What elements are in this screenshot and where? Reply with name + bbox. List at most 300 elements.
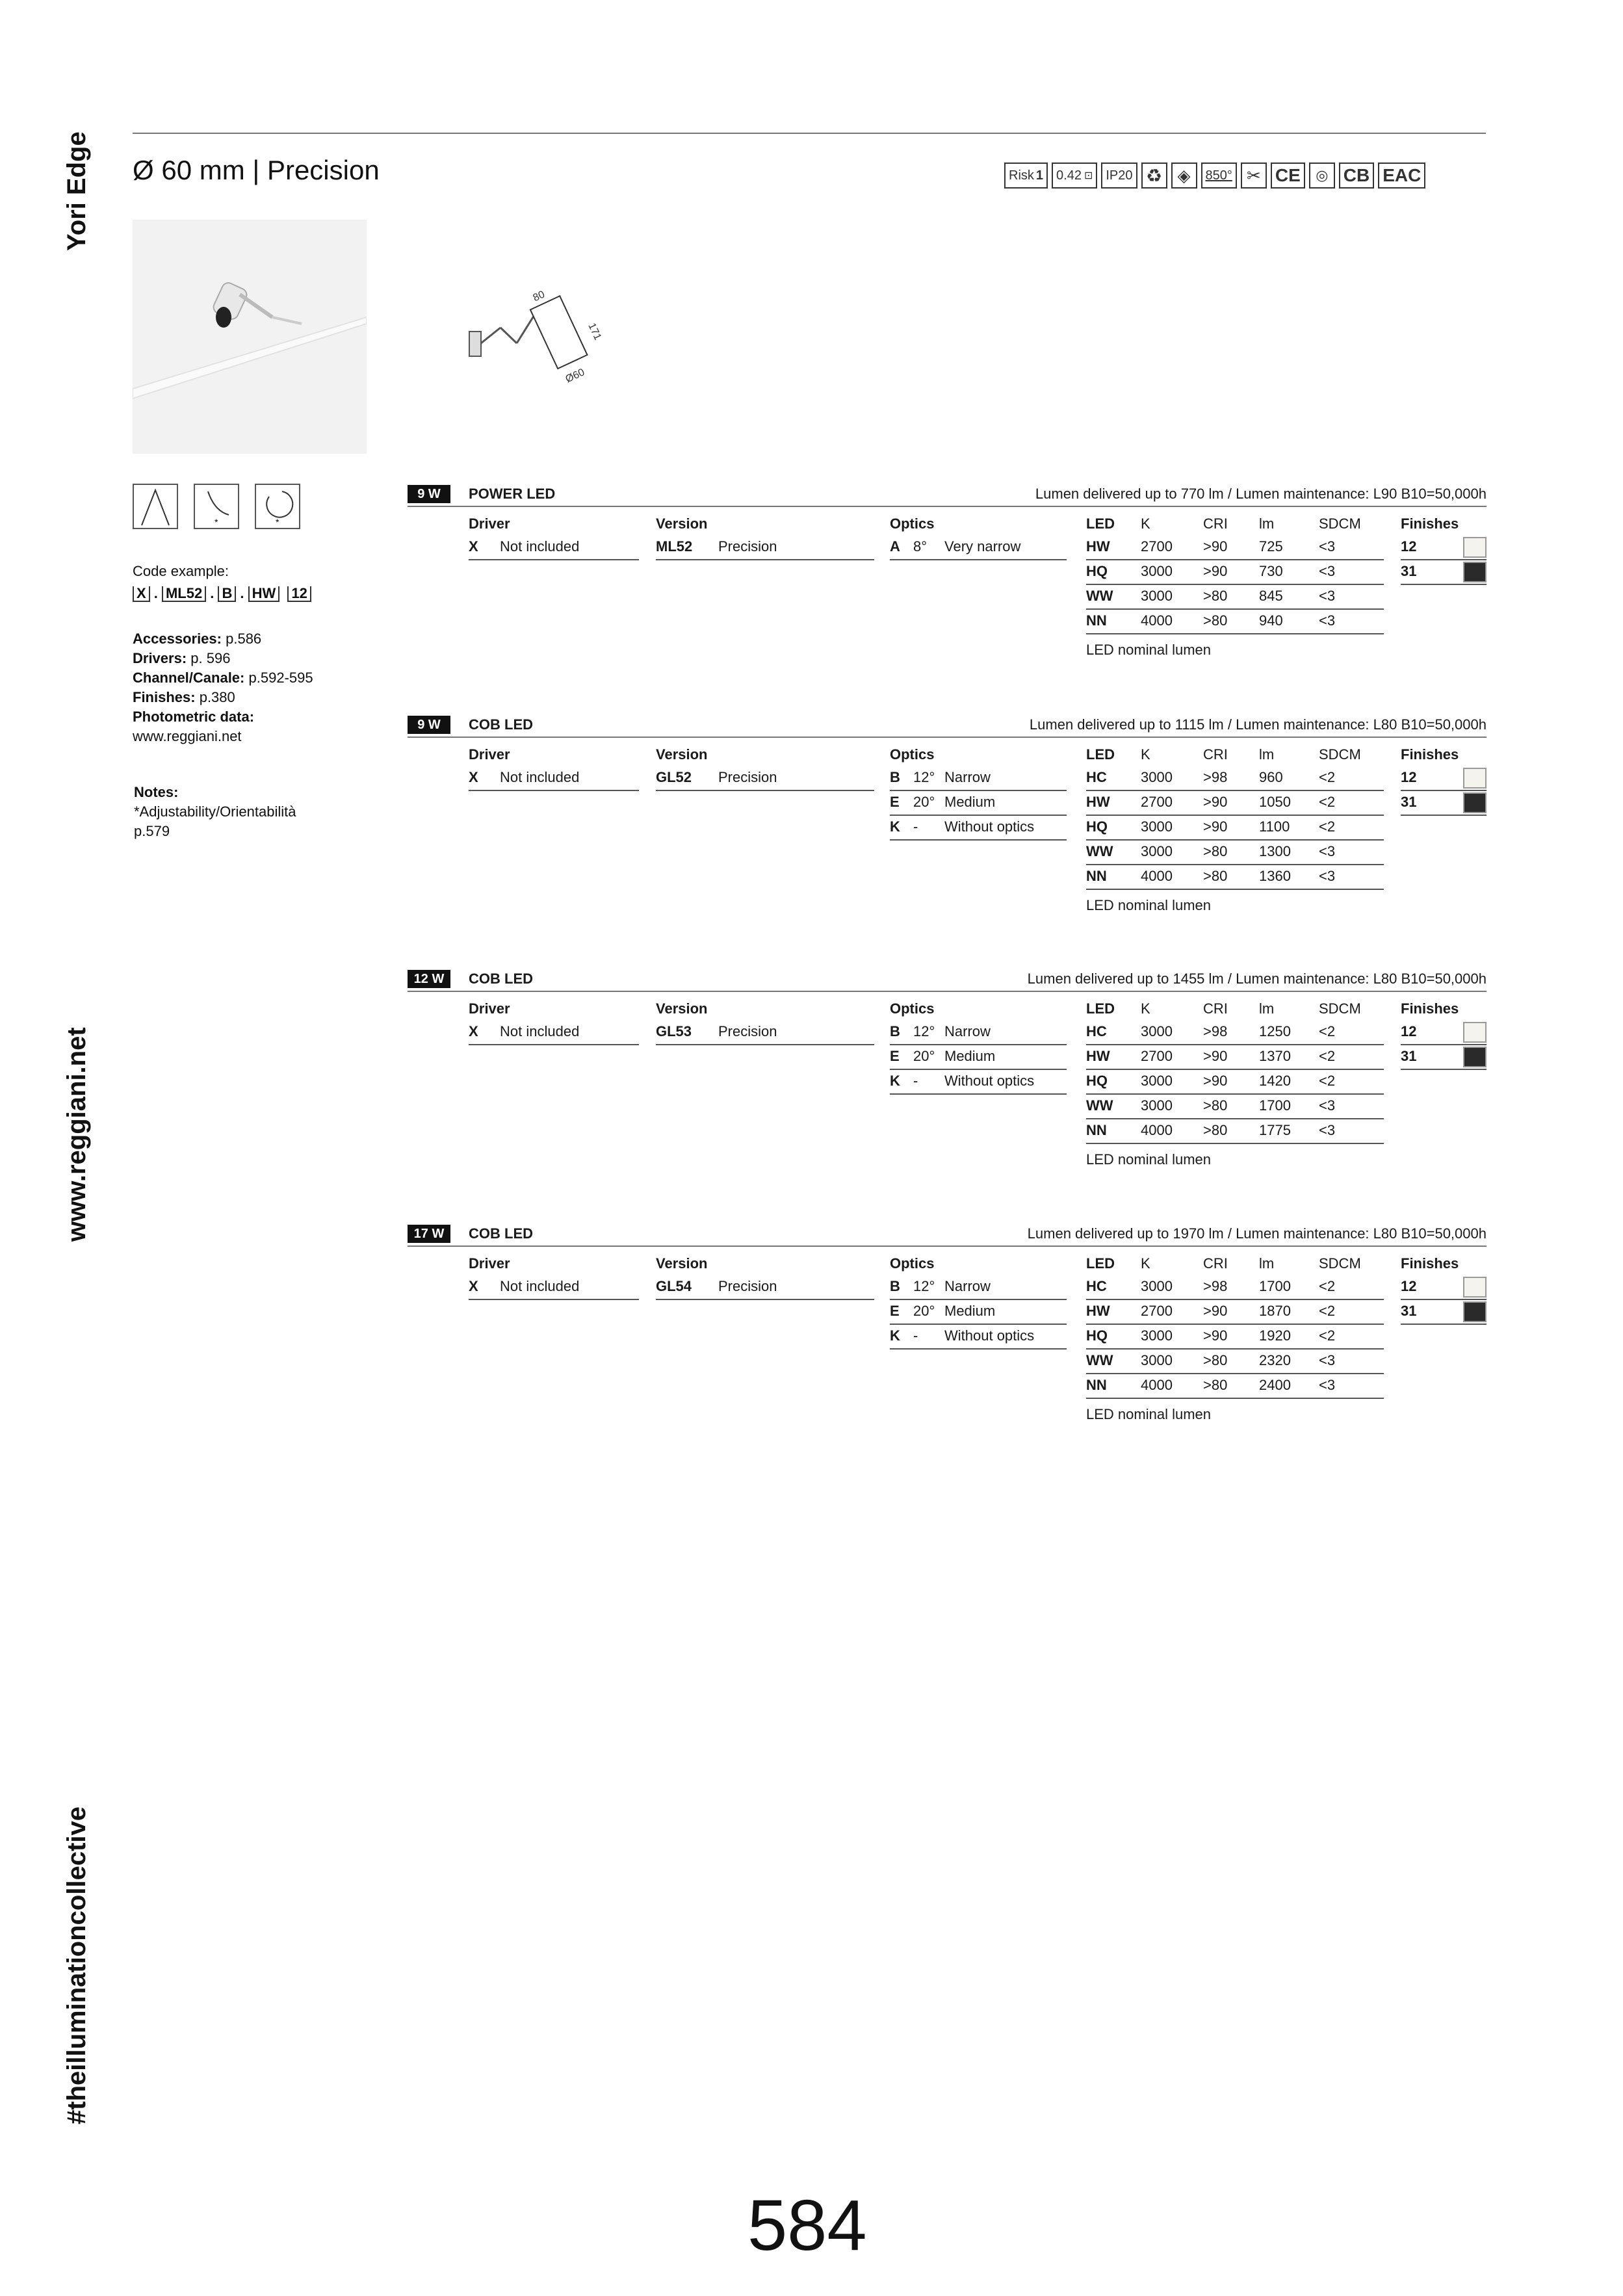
finish-row[interactable] [1401, 1021, 1487, 1045]
led-nominal-note: LED nominal lumen [1086, 642, 1211, 658]
led-kelvin: 3000 [1141, 843, 1173, 859]
optics-code: B [890, 769, 900, 785]
optics-code: K [890, 1073, 900, 1089]
led-lumen: 940 [1259, 612, 1283, 629]
finish-row[interactable] [1401, 1300, 1487, 1325]
led-code: HW [1086, 1048, 1110, 1064]
led-column [1086, 743, 1384, 913]
optics-degree: 8° [913, 538, 928, 554]
led-sdcm: <3 [1319, 1097, 1336, 1114]
page-title: Ø 60 mm | Precision [133, 155, 380, 185]
sdcm-header: SDCM [1319, 1000, 1361, 1017]
finish-swatch [1463, 1047, 1487, 1067]
sdcm-header: SDCM [1319, 1255, 1361, 1272]
optics-degree: 20° [913, 1303, 935, 1319]
finish-code: 12 [1401, 538, 1417, 554]
led-lumen: 1420 [1259, 1073, 1291, 1089]
led-nominal-note: LED nominal lumen [1086, 897, 1211, 913]
optics-column [890, 743, 1067, 841]
optics-name: Medium [944, 1048, 996, 1064]
led-row[interactable] [1086, 610, 1384, 634]
finish-code: 31 [1401, 563, 1417, 579]
led-kelvin: 3000 [1141, 563, 1173, 579]
led-cri: >90 [1203, 1073, 1228, 1089]
led-lumen: 1100 [1259, 818, 1290, 835]
version-code: GL52 [656, 769, 692, 785]
notes [134, 783, 296, 841]
led-row[interactable] [1086, 1119, 1384, 1144]
led-sdcm: <2 [1319, 794, 1336, 810]
wattage-badge: 9 W [408, 716, 450, 734]
led-lumen: 845 [1259, 588, 1283, 604]
led-cri: >80 [1203, 588, 1228, 604]
led-row[interactable] [1086, 766, 1384, 791]
dim-171: 171 [586, 321, 604, 342]
section-header [408, 485, 1487, 507]
product-section [408, 485, 1487, 658]
led-sdcm: <3 [1319, 1122, 1336, 1138]
cert-bar [1004, 163, 1425, 189]
version-column [656, 997, 874, 1045]
led-sdcm: <3 [1319, 538, 1336, 554]
driver-row[interactable] [469, 1275, 639, 1300]
optics-row[interactable] [890, 536, 1067, 560]
led-lumen: 1775 [1259, 1122, 1291, 1138]
optics-row[interactable] [890, 816, 1067, 841]
dimmable-icon: ◈ [1171, 163, 1197, 189]
section-header [408, 1225, 1487, 1247]
led-cri: >90 [1203, 563, 1228, 579]
finish-swatch [1463, 562, 1487, 582]
sdcm-header: SDCM [1319, 515, 1361, 532]
led-cri: >90 [1203, 794, 1228, 810]
version-name: Precision [718, 1023, 777, 1039]
optics-column [890, 1252, 1067, 1350]
led-cri: >90 [1203, 1303, 1228, 1319]
led-cri: >80 [1203, 1097, 1228, 1114]
power-badge [1052, 163, 1097, 189]
version-column [656, 743, 874, 791]
led-sdcm: <3 [1319, 588, 1336, 604]
led-type: COB LED [469, 716, 533, 733]
optics-name: Without optics [944, 818, 1035, 835]
led-code: HC [1086, 769, 1107, 785]
led-code: HQ [1086, 1327, 1108, 1344]
cri-header: CRI [1203, 1000, 1228, 1017]
angle-value: 850° [1205, 168, 1232, 183]
driver-row[interactable] [469, 1021, 639, 1045]
led-kelvin: 3000 [1141, 769, 1173, 785]
led-header [1086, 997, 1384, 1021]
dim-80: 80 [531, 289, 547, 304]
led-cri: >80 [1203, 868, 1228, 884]
led-header-label: LED [1086, 515, 1115, 532]
code-part: B [218, 586, 236, 602]
section-header [408, 970, 1487, 992]
led-row[interactable] [1086, 1070, 1384, 1095]
version-column [656, 1252, 874, 1300]
optics-name: Without optics [944, 1327, 1035, 1344]
notes-label: Notes: [134, 784, 179, 800]
optics-degree: 20° [913, 1048, 935, 1064]
cri-header: CRI [1203, 746, 1228, 763]
k-header: K [1141, 1255, 1150, 1272]
led-row[interactable] [1086, 1021, 1384, 1045]
led-row[interactable] [1086, 1275, 1384, 1300]
optics-degree: 12° [913, 769, 935, 785]
version-header: Version [656, 1255, 708, 1272]
optics-degree: 12° [913, 1023, 935, 1039]
led-code: NN [1086, 1377, 1107, 1393]
led-row[interactable] [1086, 536, 1384, 560]
accessories-value: p.586 [226, 631, 262, 647]
code-part: ML52 [162, 586, 206, 602]
led-column [1086, 512, 1384, 658]
led-code: WW [1086, 1352, 1113, 1368]
optics-header: Optics [890, 515, 935, 532]
optics-name: Narrow [944, 769, 991, 785]
finish-code: 12 [1401, 769, 1417, 785]
led-kelvin: 3000 [1141, 1278, 1173, 1294]
optics-code: K [890, 1327, 900, 1344]
dim-60: Ø60 [564, 367, 587, 385]
led-row[interactable] [1086, 1045, 1384, 1070]
led-code: HQ [1086, 818, 1108, 835]
lumen-info: Lumen delivered up to 1115 lm / Lumen maintenance: L80 B10=50,000h [1029, 716, 1487, 733]
angle-badge [1201, 163, 1237, 189]
lm-header: lm [1259, 1255, 1275, 1272]
led-sdcm: <2 [1319, 1073, 1336, 1089]
ccc-icon: ◎ [1309, 163, 1335, 189]
led-cri: >80 [1203, 1122, 1228, 1138]
finish-row[interactable] [1401, 1275, 1487, 1300]
optics-name: Narrow [944, 1278, 991, 1294]
driver-header: Driver [469, 515, 510, 532]
section-header [408, 716, 1487, 738]
wattage-badge: 17 W [408, 1225, 450, 1243]
led-sdcm: <3 [1319, 1377, 1336, 1393]
cb-badge: CB [1339, 163, 1374, 189]
led-cri: >98 [1203, 769, 1228, 785]
led-sdcm: <3 [1319, 868, 1336, 884]
driver-header: Driver [469, 1255, 510, 1272]
led-code: HC [1086, 1278, 1107, 1294]
product-section [408, 716, 1487, 913]
optics-code: B [890, 1023, 900, 1039]
ce-badge: CE [1271, 163, 1305, 189]
optics-code: K [890, 818, 900, 835]
driver-name: Not included [500, 769, 580, 785]
led-kelvin: 3000 [1141, 1327, 1173, 1344]
k-header: K [1141, 1000, 1150, 1017]
finish-row[interactable] [1401, 1045, 1487, 1070]
optics-name: Very narrow [944, 538, 1021, 554]
channel-label: Channel/Canale: [133, 670, 245, 686]
plug-icon: ⊡ [1084, 170, 1093, 181]
led-header [1086, 1252, 1384, 1275]
optics-degree: - [913, 1073, 918, 1089]
k-header: K [1141, 515, 1150, 532]
version-header: Version [656, 746, 708, 763]
led-sdcm: <2 [1319, 1023, 1336, 1039]
finish-row[interactable] [1401, 766, 1487, 791]
led-lumen: 1700 [1259, 1097, 1291, 1114]
finish-swatch [1463, 537, 1487, 558]
notes-line1: *Adjustability/Orientabilità [134, 803, 296, 820]
led-code: HW [1086, 1303, 1110, 1319]
led-sdcm: <3 [1319, 843, 1336, 859]
version-name: Precision [718, 538, 777, 554]
code-example: X . ML52 . B . HW 12 [133, 584, 315, 603]
finish-swatch [1463, 1022, 1487, 1043]
finish-row[interactable] [1401, 791, 1487, 816]
optics-row[interactable] [890, 1275, 1067, 1300]
led-kelvin: 3000 [1141, 818, 1173, 835]
cri-header: CRI [1203, 1255, 1228, 1272]
led-lumen: 1920 [1259, 1327, 1291, 1344]
lm-header: lm [1259, 1000, 1275, 1017]
led-code: WW [1086, 1097, 1113, 1114]
risk-label: Risk [1009, 168, 1034, 183]
led-kelvin: 3000 [1141, 588, 1173, 604]
cri-header: CRI [1203, 515, 1228, 532]
led-kelvin: 4000 [1141, 612, 1173, 629]
led-cri: >98 [1203, 1278, 1228, 1294]
driver-column [469, 997, 639, 1045]
led-cri: >80 [1203, 1352, 1228, 1368]
optics-row[interactable] [890, 1300, 1067, 1325]
version-row[interactable] [656, 536, 874, 560]
optics-degree: - [913, 1327, 918, 1344]
led-row[interactable] [1086, 1095, 1384, 1119]
technical-drawing [455, 273, 624, 403]
finishes-header: Finishes [1401, 746, 1459, 763]
optics-degree: 20° [913, 794, 935, 810]
code-part: 12 [287, 586, 311, 602]
finish-row[interactable] [1401, 536, 1487, 560]
led-cri: >80 [1203, 1377, 1228, 1393]
finish-swatch [1463, 792, 1487, 813]
version-row[interactable] [656, 1275, 874, 1300]
led-sdcm: <3 [1319, 612, 1336, 629]
led-lumen: 1870 [1259, 1303, 1291, 1319]
led-lumen: 2400 [1259, 1377, 1291, 1393]
side-hashtag: #theilluminationcollective [62, 1806, 91, 2124]
led-kelvin: 4000 [1141, 1377, 1173, 1393]
optics-degree: - [913, 818, 918, 835]
driver-row[interactable] [469, 536, 639, 560]
channel-value: p.592-595 [248, 670, 313, 686]
risk-value: 1 [1035, 168, 1044, 183]
driver-code: X [469, 1023, 478, 1039]
led-row[interactable] [1086, 865, 1384, 890]
eac-badge: EAC [1378, 163, 1425, 189]
optics-name: Narrow [944, 1023, 991, 1039]
svg-text:*: * [214, 517, 218, 527]
side-website: www.reggiani.net [62, 1027, 91, 1242]
lumen-info: Lumen delivered up to 770 lm / Lumen maintenance: L90 B10=50,000h [1035, 486, 1487, 502]
finishes-column [1401, 1252, 1487, 1325]
led-sdcm: <3 [1319, 1352, 1336, 1368]
led-sdcm: <2 [1319, 1327, 1336, 1344]
optics-row[interactable] [890, 1070, 1067, 1095]
notes-line2: p.579 [134, 823, 170, 839]
led-header-label: LED [1086, 746, 1115, 763]
optics-code: B [890, 1278, 900, 1294]
led-cri: >90 [1203, 818, 1228, 835]
optics-row[interactable] [890, 1325, 1067, 1350]
page-number: 584 [747, 2185, 867, 2265]
led-lumen: 1360 [1259, 868, 1291, 884]
version-code: GL53 [656, 1023, 692, 1039]
led-lumen: 960 [1259, 769, 1283, 785]
finishes-header: Finishes [1401, 515, 1459, 532]
finish-code: 12 [1401, 1278, 1417, 1294]
finish-row[interactable] [1401, 560, 1487, 585]
code-example-label: Code example: [133, 563, 229, 579]
finish-swatch [1463, 1277, 1487, 1298]
led-cri: >98 [1203, 1023, 1228, 1039]
references [133, 629, 313, 746]
led-sdcm: <2 [1319, 1303, 1336, 1319]
driver-code: X [469, 769, 478, 785]
product-section [408, 970, 1487, 1168]
led-kelvin: 3000 [1141, 1352, 1173, 1368]
top-divider [133, 133, 1486, 134]
photometric-label: Photometric data: [133, 709, 255, 725]
led-kelvin: 3000 [1141, 1097, 1173, 1114]
svg-text:*: * [276, 517, 279, 527]
product-photo [133, 220, 367, 454]
finishes-header: Finishes [1401, 1000, 1459, 1017]
optics-name: Medium [944, 1303, 996, 1319]
finish-code: 31 [1401, 1303, 1417, 1319]
led-sdcm: <3 [1319, 563, 1336, 579]
led-row[interactable] [1086, 816, 1384, 841]
led-sdcm: <2 [1319, 1048, 1336, 1064]
led-code: HQ [1086, 563, 1108, 579]
led-row[interactable] [1086, 841, 1384, 865]
driver-name: Not included [500, 1023, 580, 1039]
finishes-label: Finishes: [133, 689, 196, 705]
optics-row[interactable] [890, 791, 1067, 816]
driver-row[interactable] [469, 766, 639, 791]
led-code: HW [1086, 538, 1110, 554]
finish-code: 12 [1401, 1023, 1417, 1039]
led-code: NN [1086, 868, 1107, 884]
version-row[interactable] [656, 766, 874, 791]
optics-column [890, 512, 1067, 560]
led-kelvin: 2700 [1141, 1048, 1173, 1064]
led-lumen: 1700 [1259, 1278, 1291, 1294]
led-kelvin: 2700 [1141, 1303, 1173, 1319]
led-cri: >80 [1203, 843, 1228, 859]
led-kelvin: 4000 [1141, 868, 1173, 884]
led-code: NN [1086, 1122, 1107, 1138]
led-lumen: 1300 [1259, 843, 1291, 859]
lm-header: lm [1259, 515, 1275, 532]
driver-column [469, 1252, 639, 1300]
driver-column [469, 743, 639, 791]
version-name: Precision [718, 769, 777, 785]
led-header-label: LED [1086, 1000, 1115, 1017]
led-code: HW [1086, 794, 1110, 810]
code-part: X [133, 586, 150, 602]
led-sdcm: <2 [1319, 1278, 1336, 1294]
version-header: Version [656, 1000, 708, 1017]
led-kelvin: 2700 [1141, 794, 1173, 810]
sdcm-header: SDCM [1319, 746, 1361, 763]
optics-row[interactable] [890, 1021, 1067, 1045]
led-type: COB LED [469, 1225, 533, 1242]
finish-swatch [1463, 768, 1487, 789]
led-cri: >90 [1203, 538, 1228, 554]
led-lumen: 1050 [1259, 794, 1291, 810]
optics-code: E [890, 1048, 900, 1064]
led-type: COB LED [469, 971, 533, 987]
finishes-column [1401, 997, 1487, 1070]
drivers-label: Drivers: [133, 650, 187, 666]
version-row[interactable] [656, 1021, 874, 1045]
led-sdcm: <2 [1319, 769, 1336, 785]
driver-name: Not included [500, 1278, 580, 1294]
led-row[interactable] [1086, 1350, 1384, 1374]
led-row[interactable] [1086, 1325, 1384, 1350]
finishes-column [1401, 512, 1487, 585]
product-photo-svg [133, 220, 367, 454]
led-row[interactable] [1086, 560, 1384, 585]
photometric-value[interactable]: www.reggiani.net [133, 728, 242, 744]
led-row[interactable] [1086, 1374, 1384, 1399]
driver-header: Driver [469, 746, 510, 763]
optics-column [890, 997, 1067, 1095]
led-row[interactable] [1086, 585, 1384, 610]
finish-code: 31 [1401, 794, 1417, 810]
product-section [408, 1225, 1487, 1422]
k-header: K [1141, 746, 1150, 763]
optics-header: Optics [890, 746, 935, 763]
optics-row[interactable] [890, 766, 1067, 791]
lm-header: lm [1259, 746, 1275, 763]
led-kelvin: 2700 [1141, 538, 1173, 554]
code-part: HW [248, 586, 280, 602]
led-column [1086, 997, 1384, 1168]
optics-row[interactable] [890, 1045, 1067, 1070]
version-code: GL54 [656, 1278, 692, 1294]
finish-code: 31 [1401, 1048, 1417, 1064]
led-cri: >90 [1203, 1048, 1228, 1064]
finishes-header: Finishes [1401, 1255, 1459, 1272]
wattage-badge: 9 W [408, 485, 450, 503]
no-cover-icon: ✂ [1241, 163, 1267, 189]
tilt-icon [194, 484, 239, 529]
rotate-icon [255, 484, 300, 529]
led-cri: >90 [1203, 1327, 1228, 1344]
lumen-info: Lumen delivered up to 1455 lm / Lumen maintenance: L80 B10=50,000h [1027, 971, 1487, 987]
led-kelvin: 3000 [1141, 1073, 1173, 1089]
risk-badge [1004, 163, 1048, 189]
led-header [1086, 743, 1384, 766]
led-sdcm: <2 [1319, 818, 1336, 835]
led-row[interactable] [1086, 1300, 1384, 1325]
optics-code: E [890, 1303, 900, 1319]
accessories-label: Accessories: [133, 631, 222, 647]
led-row[interactable] [1086, 791, 1384, 816]
power-value: 0.42 [1056, 168, 1082, 183]
beam-narrow-icon [133, 484, 178, 529]
led-cri: >80 [1203, 612, 1228, 629]
driver-code: X [469, 538, 478, 554]
